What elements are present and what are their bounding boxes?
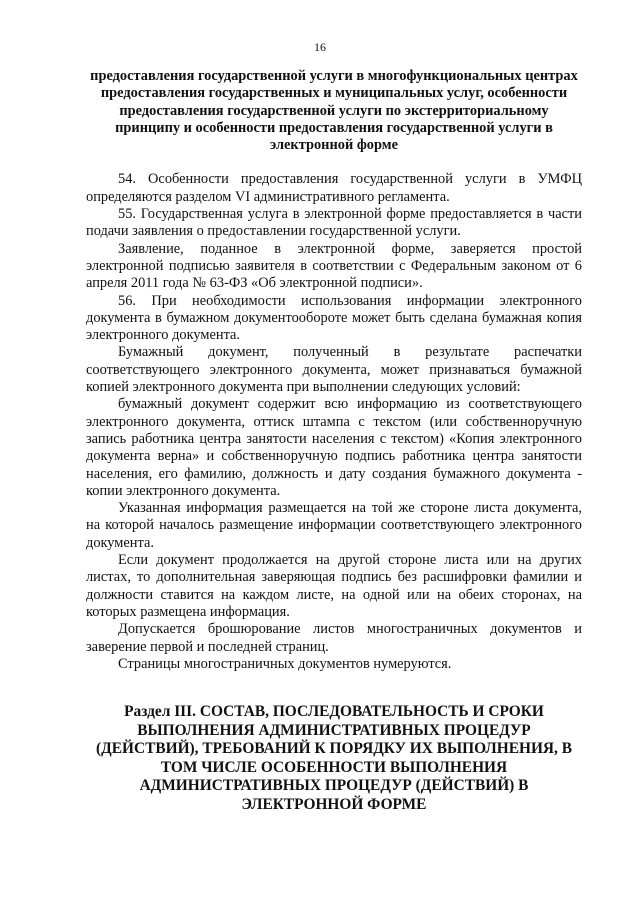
- paragraph-binding: Допускается брошюрование листов многостраничных документов и заверение первой и последней страниц.: [86, 621, 582, 655]
- paragraph-multi-sheet: Если документ продолжается на другой стороне листа или на других листах, то дополнительная заверяющая подпись без расшифровки фамилии и должности ставится на каждом листе, на одной или на обеих сторонах, на которых размещена информация.: [86, 552, 582, 620]
- page-content: [86, 68, 582, 814]
- paragraph-paper-conditions: бумажный документ содержит всю информацию из соответствующего электронного документа, оттиск штампа с текстом (или собственноручную запись работника центра занятости населения с текстом) «Копия электронного документа верна» и собственноручную подпись работника центра занятости населения, его фамилию, должность и дату создания бумажного документа - копии электронного документа.: [86, 396, 582, 499]
- section-heading: Раздел III. СОСТАВ, ПОСЛЕДОВАТЕЛЬНОСТЬ И СРОКИ ВЫПОЛНЕНИЯ АДМИНИСТРАТИВНЫХ ПРОЦЕДУР (ДЕЙСТВИЙ), ТРЕБОВАНИЙ К ПОРЯДКУ ИХ ВЫПОЛНЕНИЯ, В ТОМ ЧИСЛЕ ОСОБЕННОСТИ ВЫПОЛНЕНИЯ АДМИНИСТРАТИВНЫХ ПРОЦЕДУР (ДЕЙСТВИЙ) В ЭЛЕКТРОННОЙ ФОРМЕ: [96, 703, 572, 813]
- subsection-heading: предоставления государственной услуги в многофункциональных центрах предоставления государственных и муниципальных услуг, особенности предоставления государственной услуги по экстерриториальному принципу и особенности предоставления государственной услуги в электронной форме: [90, 68, 578, 154]
- paragraph-55: 55. Государственная услуга в электронной форме предоставляется в части подачи заявления о предоставлении государственной услуги.: [86, 206, 582, 240]
- paragraph-info-placement: Указанная информация размещается на той же стороне листа документа, на которой началось размещение информации соответствующего электронного документа.: [86, 500, 582, 551]
- paragraph-numbering: Страницы многостраничных документов нумеруются.: [118, 655, 452, 672]
- paragraph-56: 56. При необходимости использования информации электронного документа в бумажном документообороте может быть сделана бумажная копия электронного документа.: [86, 292, 582, 344]
- page-number: 16: [314, 40, 326, 54]
- paragraph-54: 54. Особенности предоставления государственной услуги в УМФЦ определяются разделом VI административного регламента.: [86, 171, 582, 205]
- paragraph-paper-document: Бумажный документ, полученный в результате распечатки соответствующего электронного документа, может признаваться бумажной копией электронного документа при выполнении следующих условий:: [86, 344, 582, 396]
- paragraph-electronic-signature: Заявление, поданное в электронной форме, заверяется простой электронной подписью заявителя в соответствии с Федеральным законом от 6 апреля 2011 года № 63-ФЗ «Об электронной подписи».: [86, 240, 582, 292]
